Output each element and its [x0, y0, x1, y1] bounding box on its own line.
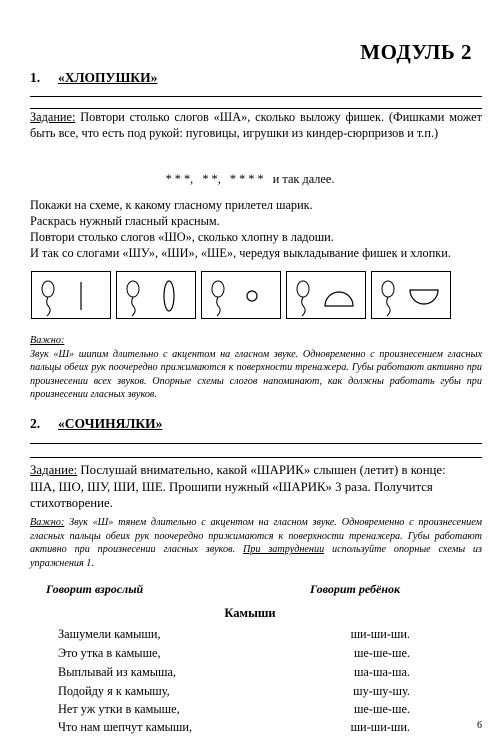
instruction-line: Раскрась нужный гласный красным.: [30, 214, 220, 228]
writing-line: [30, 108, 482, 109]
scheme-box-lower-half: [371, 271, 451, 319]
page-number: 6: [477, 720, 482, 731]
adult-line: Подойду я к камышу,: [58, 684, 170, 698]
instruction-line: И так со слогами «ШУ», «ШИ», «ШЕ», чередуя выкладывание фишек и хлопки.: [30, 246, 451, 260]
poem-row: [58, 646, 410, 664]
poem-row: [58, 720, 410, 738]
star-group: * * *,: [165, 172, 194, 186]
syllable-schemes: [31, 271, 451, 319]
section-1-heading: [30, 70, 157, 86]
note-label: Важно:: [30, 335, 65, 346]
writing-line: [30, 443, 482, 444]
column-header-child: Говорит ребёнок: [310, 582, 401, 596]
section-1-note: [30, 334, 482, 402]
section-2-task: [30, 462, 482, 512]
child-line: ше-ше-ше.: [353, 646, 410, 660]
task-text: Послушай внимательно, какой «ШАРИК» слышен (летит) в конце:: [77, 463, 446, 477]
balloon-vertical-line-icon: [32, 272, 112, 320]
child-line: ши-ши-ши.: [350, 627, 410, 641]
stars-suffix: и так далее.: [272, 172, 335, 186]
note-text: используйте опорные схемы из упражнения 1.: [30, 544, 482, 569]
instruction-line: Повтори столько слогов «ШО», сколько хлопну в ладоши.: [30, 230, 334, 244]
adult-line: Зашумели камыши,: [58, 627, 161, 641]
note-text: Звук «Ш» тянем длительно с акцентом на гласном звуке. Одновременно с произнесением гласных пальцы обеих рук поочередно прижимаются к поверхности тренажера. Губы работают активно при произнесении гласных звуков.: [30, 517, 482, 556]
section-1-title: «ХЛОПУШКИ»: [58, 70, 158, 85]
poem-row: [58, 702, 410, 720]
child-line: ши-ши-ши.: [350, 720, 410, 734]
adult-line: Нет уж утки в камыше,: [58, 702, 180, 716]
writing-line: [30, 457, 482, 458]
scheme-box-line: [31, 271, 111, 319]
note-link: При затруднении: [242, 544, 325, 556]
child-line: ша-ша-ша.: [353, 665, 410, 679]
note-label: Важно:: [30, 517, 65, 528]
section-2-number: 2.: [30, 416, 41, 431]
instruction-line: Покажи на схеме, к какому гласному прилетел шарик.: [30, 198, 313, 212]
star-group: * *,: [202, 172, 221, 186]
module-title: МОДУЛЬ 2: [360, 40, 472, 64]
poem-row: [58, 627, 410, 645]
child-line: ше-ше-ше.: [353, 702, 410, 716]
balloon-upper-half-circle-icon: [287, 272, 367, 320]
adult-line: Это утка в камыше,: [58, 646, 161, 660]
poem-title: Камыши: [224, 606, 276, 620]
child-line: шу-шу-шу.: [353, 684, 410, 698]
section-1-number: 1.: [30, 70, 41, 85]
stars-row: [0, 172, 500, 187]
section-1-task: [30, 110, 482, 141]
balloon-small-circle-icon: [202, 272, 282, 320]
poem-row: [58, 665, 410, 683]
task-text: стихотворение.: [30, 496, 113, 510]
task-text: Повтори столько слогов «ША», сколько выложу фишек. (Фишками может быть все, что есть под рукой: пуговицы, игрушки из киндер-сюрпризов и т.п.): [30, 110, 482, 140]
scheme-box-oval: [116, 271, 196, 319]
section-2-heading: [30, 416, 162, 432]
task-label: Задание:: [30, 110, 76, 124]
balloon-lower-half-circle-icon: [372, 272, 452, 320]
balloon-oval-icon: [117, 272, 197, 320]
section-2-note: [30, 516, 482, 570]
column-header-adult: Говорит взрослый: [46, 582, 144, 596]
star-group: * * * *: [229, 172, 264, 186]
adult-line: Выплывай из камыша,: [58, 665, 177, 679]
task-text: ША, ШО, ШУ, ШИ, ШЕ. Прошипи нужный «ШАРИК» 3 раза. Получится: [30, 479, 433, 494]
note-text: Звук «Ш» шипим длительно с акцентом на гласном звуке. Одновременно с произнесением гласных пальцы обеих рук поочередно прижимаются к поверхности тренажера. Губы работают активно при произнесении всех звуков. Опорные схемы слогов напоминают, как должны работать губы при произнесении гласных звуков.: [30, 348, 482, 401]
scheme-box-upper-half: [286, 271, 366, 319]
scheme-box-circle: [201, 271, 281, 319]
task-label: Задание:: [30, 463, 78, 477]
adult-line: Что нам шепчут камыши,: [58, 720, 193, 734]
section-2-title: «СОЧИНЯЛКИ»: [58, 416, 163, 431]
poem-row: [58, 684, 410, 702]
writing-line: [30, 96, 482, 97]
